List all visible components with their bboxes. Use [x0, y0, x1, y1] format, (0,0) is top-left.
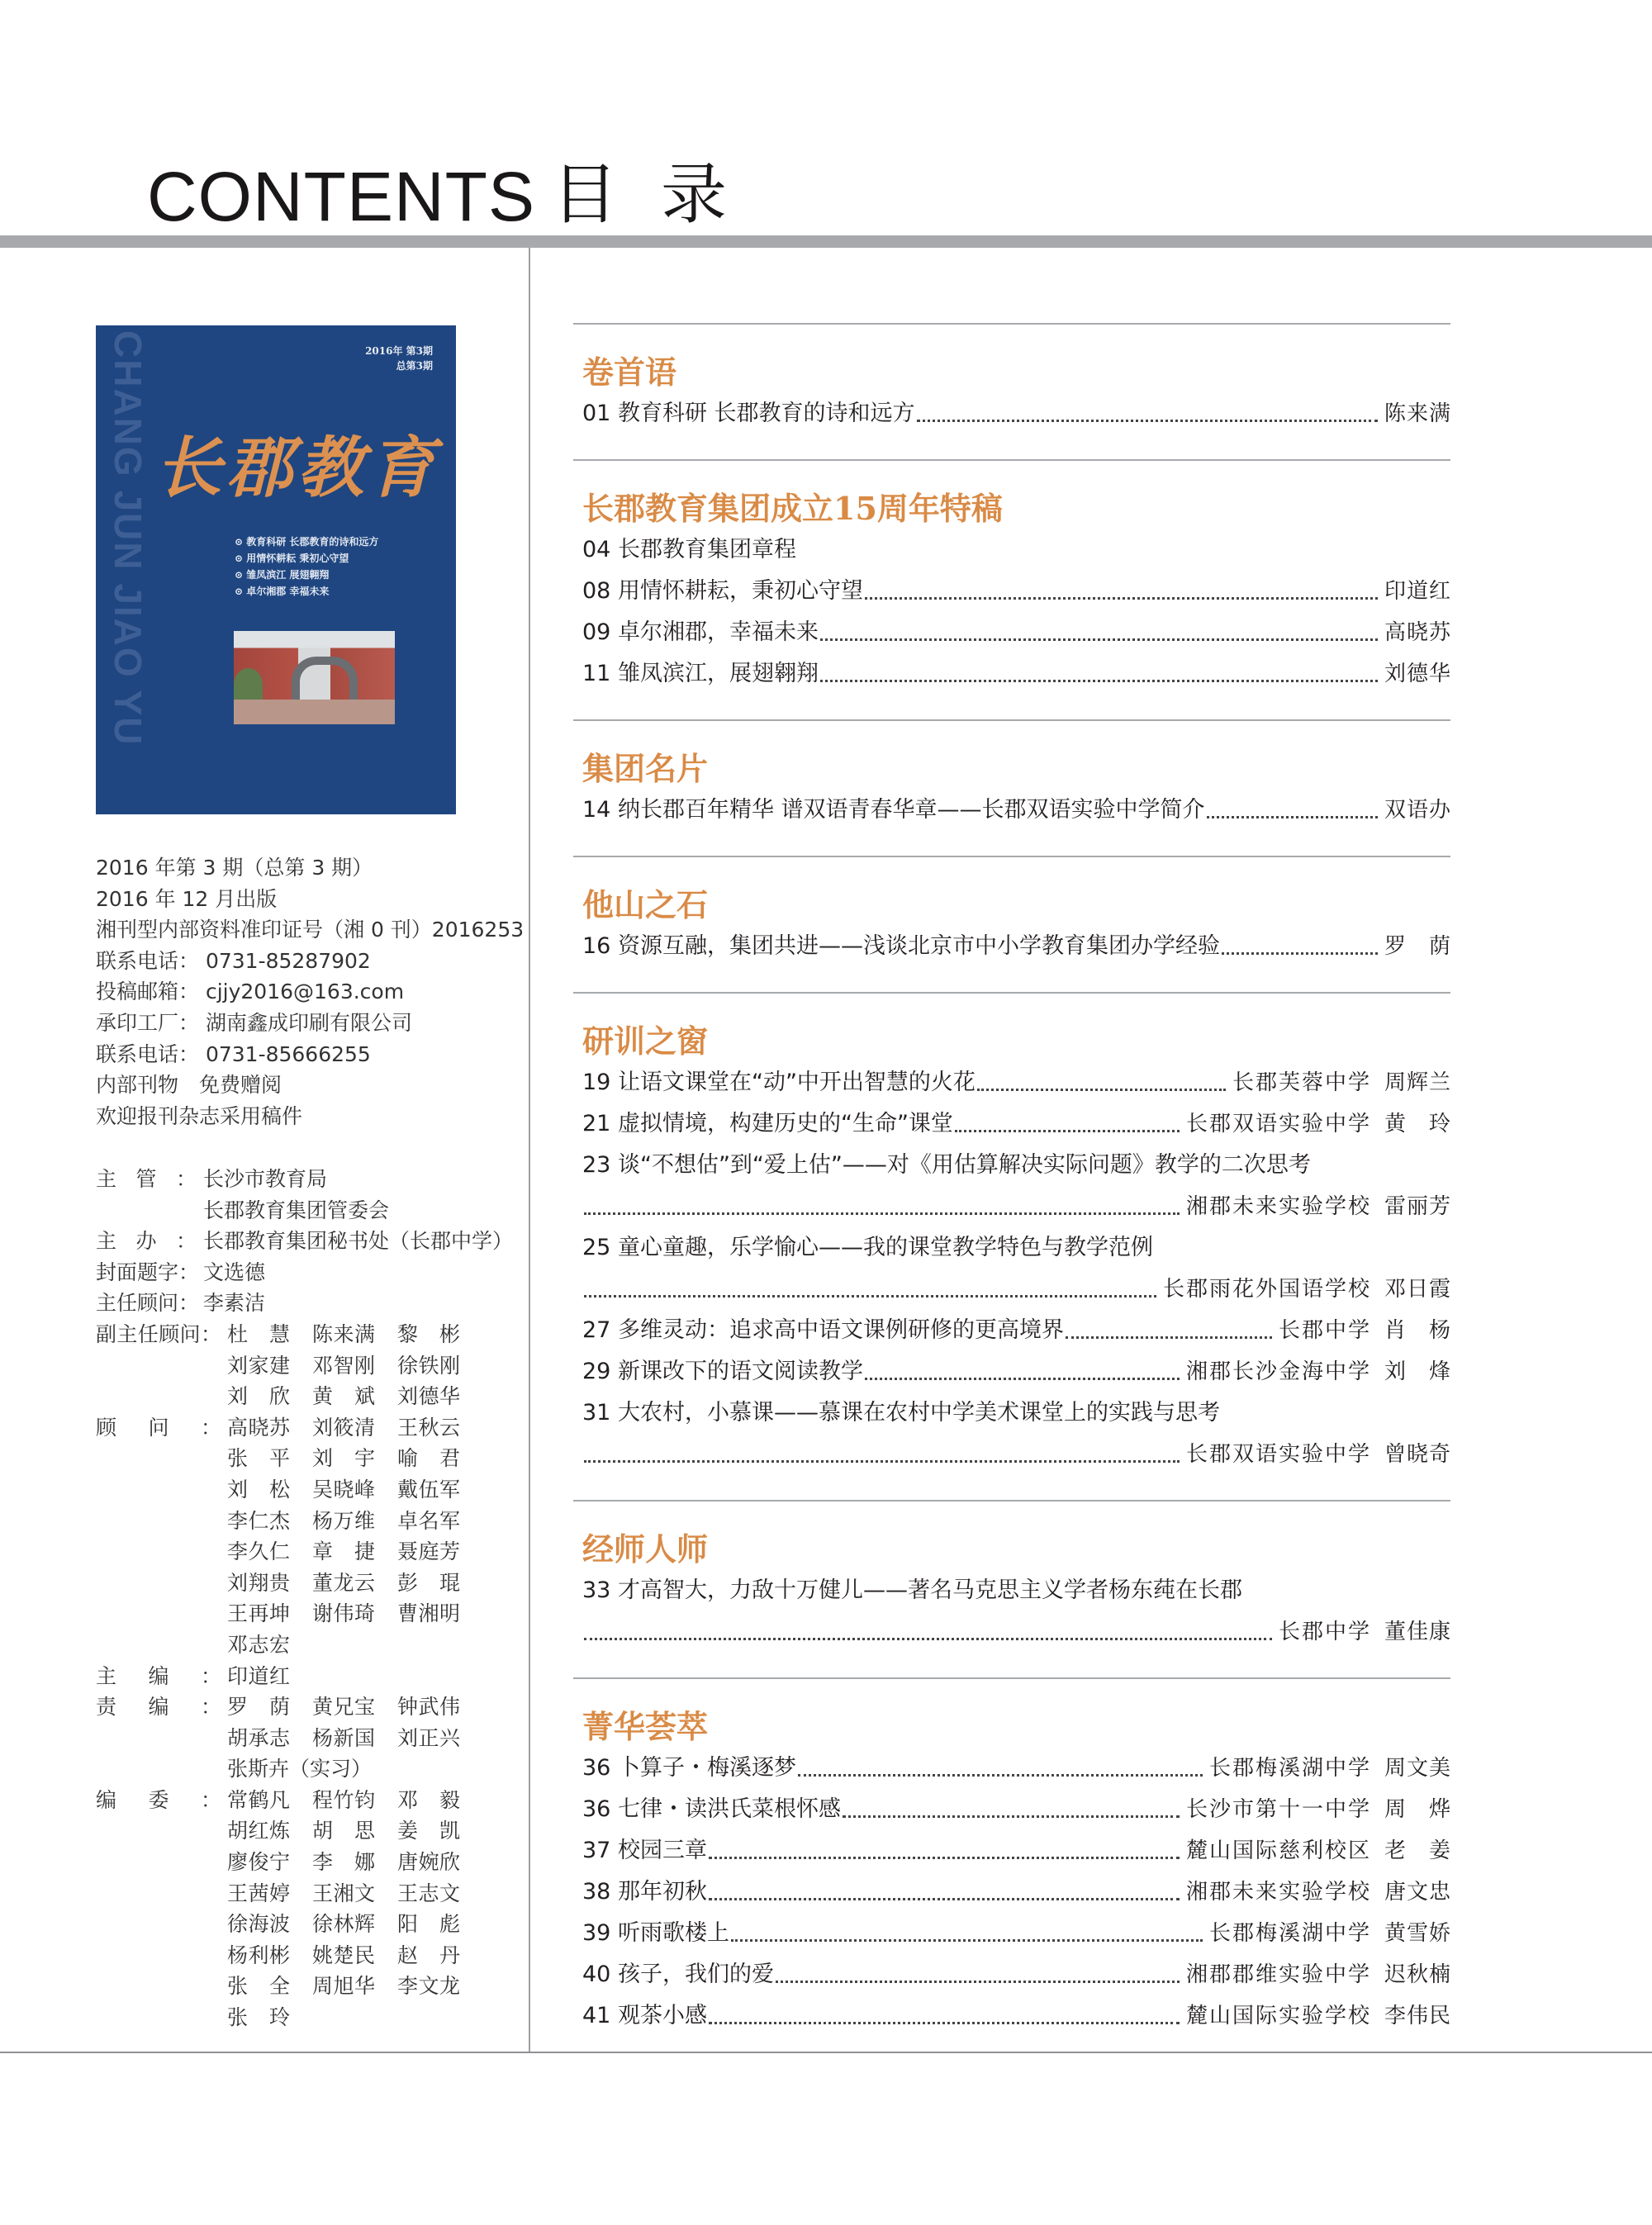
staff-row: [96, 1940, 513, 1971]
toc-entry[interactable]: [573, 1062, 1450, 1103]
leader-dots: [584, 1212, 1180, 1215]
staff-name: 李仁杰: [227, 1508, 290, 1533]
section-title: 集团名片: [582, 750, 709, 787]
staff-row: [96, 1971, 513, 2002]
staff-row: [96, 1288, 513, 1319]
entry-title-text: 教育科研 长郡教育的诗和远方: [617, 401, 915, 426]
staff-name: 胡红炼: [227, 1819, 290, 1843]
entry-affiliation: 长郡芙蓉中学: [1232, 1070, 1371, 1095]
toc-entry[interactable]: [573, 1227, 1450, 1269]
staff-name: 刘宇: [312, 1446, 375, 1471]
entry-title-text: 新课改下的语文阅读教学: [617, 1359, 863, 1384]
toc-section: [573, 323, 1450, 459]
staff-value: 长郡教育集团秘书处（长郡中学）: [203, 1229, 514, 1254]
toc-entry[interactable]: [573, 1830, 1450, 1872]
entry-page-number: 33: [582, 1577, 611, 1603]
staff-name: 王茜婷: [227, 1881, 290, 1905]
entry-title-text: 孩子，我们的爱: [617, 1962, 774, 1987]
leader-dots: [843, 1815, 1180, 1818]
entry-page-number: 08: [582, 578, 611, 604]
staff-name: 印道红: [227, 1663, 290, 1688]
toc-entry[interactable]: [573, 529, 1450, 571]
info-line: 2016 年 12 月出版: [96, 886, 278, 911]
toc-entry[interactable]: [573, 1789, 1450, 1830]
entry-affiliation: 长郡中学: [1278, 1620, 1371, 1644]
leader-dots: [584, 1460, 1180, 1463]
staff-name: 杨万维: [312, 1508, 375, 1533]
section-title: 卷首语: [582, 353, 677, 391]
info-line: 内部刊物 免费赠阅: [96, 1073, 282, 1098]
cover-bullets: [235, 534, 378, 600]
staff-row: [96, 1878, 513, 1910]
staff-row: [96, 1598, 513, 1630]
staff-name: 赵丹: [397, 1943, 460, 1967]
toc-entry[interactable]: [573, 393, 1450, 434]
staff-name: 徐林辉: [312, 1912, 375, 1937]
entry-title-text: 七律・读洪氏菜根怀感: [617, 1796, 841, 1822]
staff-name: 刘德华: [397, 1384, 460, 1409]
staff-name: 罗荫: [227, 1695, 290, 1720]
toc-entry[interactable]: [573, 1570, 1450, 1611]
entry-title[interactable]: [582, 393, 915, 434]
entry-affiliation: 长郡梅溪湖中学: [1208, 1921, 1371, 1946]
entry-page-number: 09: [582, 619, 611, 645]
leader-dots: [709, 1857, 1180, 1859]
toc-entry-continued[interactable]: [573, 1611, 1450, 1653]
leader-dots: [709, 1898, 1180, 1900]
entry-title-text: 资源互融，集团共进——浅谈北京市中小学教育集团办学经验: [617, 933, 1220, 959]
cover-issue-line: 总第3期: [396, 360, 433, 372]
staff-row: [96, 1474, 513, 1506]
table-of-contents: [573, 323, 1450, 2061]
staff-name: 喻君: [397, 1446, 460, 1471]
section-title: 经师人师: [582, 1530, 709, 1568]
staff-label: 主编：: [96, 1663, 221, 1688]
staff-row: [96, 1847, 513, 1878]
entry-title-text: 纳长郡百年精华 谱双语青春华章——长郡双语实验中学简介: [617, 797, 1205, 823]
entry-page-number: 40: [582, 1962, 611, 1987]
entry-page-number: 11: [582, 661, 611, 686]
entry-title[interactable]: [582, 1830, 707, 1872]
entry-page-number: 27: [582, 1317, 611, 1343]
entry-title[interactable]: [582, 1103, 953, 1145]
staff-row: [96, 1195, 513, 1226]
staff-row: [96, 1723, 513, 1754]
toc-entry[interactable]: [573, 926, 1450, 967]
entry-title[interactable]: [582, 1392, 1220, 1434]
staff-row: [96, 1630, 513, 1661]
staff-row: [96, 1661, 513, 1692]
staff-row: [96, 2002, 513, 2033]
entry-author: 刘烽: [1384, 1359, 1450, 1384]
staff-name: 王志文: [397, 1881, 460, 1905]
cover-bullet: ⊙ 教育科研 长郡教育的诗和远方: [235, 534, 378, 550]
staff-label: 责编：: [96, 1695, 221, 1720]
header-title-en: CONTENTS: [147, 158, 535, 235]
entry-author: 迟秋楠: [1384, 1962, 1450, 1987]
staff-row: [96, 1753, 513, 1785]
staff-name: 邓毅: [397, 1787, 460, 1812]
entry-title-text: 大农村，小慕课——慕课在农村中学美术课堂上的实践与思考: [617, 1400, 1220, 1426]
leader-dots: [776, 1981, 1180, 1983]
entry-title[interactable]: [582, 1995, 707, 2037]
entry-affiliation: 长沙市第十一中学: [1185, 1797, 1371, 1822]
entry-page-number: 36: [582, 1755, 611, 1781]
entry-page-number: 14: [582, 797, 611, 823]
leader-dots: [1207, 816, 1378, 818]
staff-name: 姚楚民: [312, 1943, 375, 1967]
staff-name: 张玲: [227, 2005, 290, 2030]
info-line: 湘刊型内部资料准印证号（湘 0 刊）2016253: [96, 918, 525, 942]
staff-name: 彭琨: [397, 1570, 460, 1595]
entry-title[interactable]: [582, 653, 819, 695]
staff-label: 主办：: [96, 1229, 197, 1254]
staff-name: 吴晓峰: [312, 1477, 375, 1502]
staff-name: 卓名军: [397, 1508, 460, 1533]
staff-name: 胡思: [312, 1819, 375, 1843]
staff-name: 徐海波: [227, 1912, 290, 1937]
staff-label: 顾问：: [96, 1415, 221, 1440]
staff-name: 廖俊宁: [227, 1850, 290, 1875]
photo-trees: [234, 668, 263, 701]
entry-title[interactable]: [582, 1872, 707, 1913]
toc-section: [573, 1500, 1450, 1677]
entry-author: 陈来满: [1384, 401, 1450, 426]
section-title: 长郡教育集团成立15周年特稿: [582, 490, 1003, 527]
staff-name: 常鹤凡: [227, 1787, 290, 1812]
staff-name: 戴伍军: [397, 1477, 460, 1502]
photo-arch: [292, 657, 358, 706]
info-line: 联系电话： 0731-85666255: [96, 1041, 371, 1066]
staff-name: 邓志宏: [227, 1632, 290, 1657]
staff-row: [96, 1815, 513, 1847]
staff-label: 编委：: [96, 1787, 221, 1812]
entry-title[interactable]: [582, 1310, 1064, 1351]
entry-title-text: 雏凤滨江，展翅翱翔: [617, 661, 819, 686]
staff-row: [96, 1536, 513, 1568]
entry-author: 董佳康: [1384, 1620, 1450, 1644]
info-line: 2016 年第 3 期（总第 3 期）: [96, 856, 373, 880]
toc-entry[interactable]: [573, 1748, 1450, 1789]
staff-name: 刘家建: [227, 1353, 290, 1378]
entry-title[interactable]: [582, 926, 1220, 967]
entry-author: 刘德华: [1384, 662, 1450, 686]
toc-section: [573, 459, 1450, 719]
staff-name: 杨利彬: [227, 1943, 290, 1967]
cover-photo: [234, 631, 395, 724]
editorial-staff: [96, 1164, 513, 2033]
leader-dots: [584, 1295, 1156, 1298]
entry-page-number: 36: [582, 1796, 611, 1822]
staff-value: 长郡教育集团管委会: [203, 1198, 390, 1222]
entry-affiliation: 长郡梅溪湖中学: [1208, 1756, 1371, 1781]
toc-entry[interactable]: [573, 1351, 1450, 1392]
staff-name: 杨新国: [312, 1725, 375, 1750]
entry-author: 肖杨: [1384, 1318, 1450, 1343]
staff-row: [96, 1164, 513, 1195]
entry-title-text: 听雨歌楼上: [617, 1920, 729, 1946]
entry-page-number: 04: [582, 537, 611, 562]
entry-title[interactable]: [582, 529, 796, 571]
entry-title-text: 观茶小感: [617, 2003, 707, 2028]
toc-entry-continued[interactable]: [573, 1269, 1450, 1310]
entry-author: 高晓苏: [1384, 620, 1450, 645]
staff-name: 阳彪: [397, 1912, 460, 1937]
staff-name: 高晓苏: [227, 1415, 290, 1440]
cover-issue-line: 2016年 第3期: [365, 345, 433, 357]
entry-title[interactable]: [582, 1570, 1242, 1611]
section-title: 他山之石: [582, 886, 709, 923]
toc-entry[interactable]: [573, 653, 1450, 695]
staff-row: [96, 1568, 513, 1599]
entry-title[interactable]: [582, 1913, 729, 1954]
leader-dots: [865, 1378, 1180, 1380]
cover-bullet: ⊙ 用情怀耕耘 秉初心守望: [235, 550, 378, 567]
staff-label: 封面题字：: [96, 1260, 200, 1284]
entry-author: 黄雪娇: [1384, 1921, 1450, 1946]
info-line: 投稿邮箱： cjjy2016@163.com: [96, 980, 405, 1004]
leader-dots: [820, 680, 1378, 682]
staff-label: 主管：: [96, 1167, 197, 1191]
entry-page-number: 16: [582, 933, 611, 959]
entry-title-text: 卜算子・梅溪逐梦: [617, 1755, 796, 1781]
leader-dots: [820, 638, 1378, 641]
staff-name: 谢伟琦: [312, 1601, 375, 1626]
staff-label: 副主任顾问：: [96, 1321, 221, 1346]
entry-page-number: 38: [582, 1879, 611, 1905]
staff-name: 刘正兴: [397, 1725, 460, 1750]
staff-name: 胡承志: [227, 1725, 290, 1750]
cover-title: 长郡教育: [155, 429, 439, 506]
leader-dots: [977, 1089, 1226, 1091]
entry-affiliation: 长郡雨花外国语学校: [1162, 1277, 1371, 1302]
info-line: 欢迎报刊杂志采用稿件: [96, 1103, 303, 1128]
staff-row: [96, 1257, 513, 1288]
entry-title[interactable]: [582, 1062, 976, 1103]
staff-name: 曹湘明: [397, 1601, 460, 1626]
staff-value: 长沙市教育局: [203, 1167, 328, 1191]
entry-author: 老姜: [1384, 1838, 1450, 1863]
cover-vertical-text: CHANG JUN JIAO YU: [107, 330, 150, 747]
entry-page-number: 21: [582, 1111, 611, 1136]
toc-entry[interactable]: [573, 1145, 1450, 1186]
staff-row: [96, 1909, 513, 1940]
entry-affiliation: 湘郡郡维实验中学: [1185, 1962, 1371, 1987]
leader-dots: [1066, 1336, 1272, 1339]
leader-dots: [955, 1130, 1180, 1132]
info-line: 联系电话： 0731-85287902: [96, 948, 371, 973]
staff-name: 黎彬: [397, 1321, 460, 1346]
entry-title[interactable]: [582, 1227, 1153, 1269]
toc-section: [573, 992, 1450, 1500]
cover-bullet: ⊙ 卓尔湘郡 幸福未来: [235, 583, 378, 600]
toc-entry[interactable]: [573, 1103, 1450, 1145]
staff-name: 王湘文: [312, 1881, 375, 1905]
staff-name: 姜凯: [397, 1819, 460, 1843]
section-title: 研训之窗: [582, 1022, 709, 1060]
staff-name: 刘翔贵: [227, 1570, 290, 1595]
entry-author: 唐文忠: [1384, 1880, 1450, 1905]
entry-title-text: 用情怀耕耘，秉初心守望: [617, 578, 863, 604]
entry-affiliation: 湘郡长沙金海中学: [1185, 1359, 1371, 1384]
staff-name: 王秋云: [397, 1415, 460, 1440]
staff-name: 王再坤: [227, 1601, 290, 1626]
staff-row: [96, 1319, 513, 1350]
entry-title-text: 校园三章: [617, 1838, 707, 1863]
toc-entry[interactable]: [573, 1913, 1450, 1954]
staff-name: 章捷: [312, 1539, 375, 1564]
publication-info: [96, 852, 524, 1131]
entry-author: 印道红: [1384, 579, 1450, 604]
entry-title[interactable]: [582, 1145, 1311, 1186]
leader-dots: [1222, 952, 1378, 955]
leader-dots: [865, 597, 1378, 600]
entry-page-number: 31: [582, 1400, 611, 1426]
cover-bullet: ⊙ 雏凤滨江 展翅翱翔: [235, 567, 378, 583]
toc-entry[interactable]: [573, 1392, 1450, 1434]
header-bar: [0, 235, 1652, 248]
entry-title-text: 才高智大，力敌十万健儿——著名马克思主义学者杨东莼在长郡: [617, 1577, 1242, 1603]
staff-name: 刘筱清: [312, 1415, 375, 1440]
entry-affiliation: 长郡双语实验中学: [1185, 1112, 1371, 1136]
entry-author: 罗荫: [1384, 934, 1450, 959]
entry-affiliation: 湘郡未来实验学校: [1185, 1880, 1371, 1905]
toc-section: [573, 719, 1450, 856]
toc-entry[interactable]: [573, 1954, 1450, 1995]
entry-title-text: 童心童趣，乐学愉心——我的课堂教学特色与教学范例: [617, 1235, 1153, 1260]
staff-name: 李文龙: [397, 1974, 460, 1999]
entry-title[interactable]: [582, 790, 1205, 831]
staff-name: 张全: [227, 1974, 290, 1999]
entry-affiliation: 麓山国际实验学校: [1185, 2004, 1371, 2028]
staff-name: 董龙云: [312, 1570, 375, 1595]
staff-name: 黄斌: [312, 1384, 375, 1409]
entry-author: 周辉兰: [1384, 1070, 1450, 1095]
entry-title-text: 多维灵动：追求高中语文课例研修的更高境界: [617, 1317, 1064, 1343]
staff-row: [96, 1412, 513, 1444]
staff-name: 杜慧: [227, 1321, 290, 1346]
staff-name: 李娜: [312, 1850, 375, 1875]
toc-entry[interactable]: [573, 1310, 1450, 1351]
toc-entry-continued[interactable]: [573, 1434, 1450, 1475]
entry-author: 曾晓奇: [1384, 1442, 1450, 1467]
entry-page-number: 01: [582, 401, 611, 426]
staff-name: 张平: [227, 1446, 290, 1471]
leader-dots: [709, 2022, 1180, 2024]
staff-row: [96, 1350, 513, 1382]
staff-name: 唐婉欣: [397, 1850, 460, 1875]
entry-page-number: 39: [582, 1920, 611, 1946]
magazine-cover: [96, 325, 456, 814]
staff-row: [96, 1226, 513, 1257]
staff-name: 钟武伟: [397, 1695, 460, 1720]
cover-issue: [365, 344, 433, 373]
entry-title-text: 谈“不想估”到“爱上估”——对《用估算解决实际问题》教学的二次思考: [617, 1152, 1311, 1178]
toc-entry[interactable]: [573, 571, 1450, 612]
entry-title-text: 卓尔湘郡，幸福未来: [617, 619, 819, 645]
staff-value: 文选德: [203, 1260, 266, 1284]
entry-page-number: 25: [582, 1235, 611, 1260]
staff-name: 徐铁刚: [397, 1353, 460, 1378]
staff-row: [96, 1443, 513, 1474]
leader-dots: [731, 1939, 1203, 1942]
staff-name: 邓智刚: [312, 1353, 375, 1378]
leader-dots: [917, 420, 1378, 422]
toc-entry[interactable]: [573, 612, 1450, 653]
staff-row: [96, 1381, 513, 1412]
toc-entry[interactable]: [573, 790, 1450, 831]
entry-author: 双语办: [1384, 798, 1450, 823]
entry-title[interactable]: [582, 612, 819, 653]
toc-section: [573, 856, 1450, 992]
leader-dots: [798, 1774, 1203, 1777]
staff-label: 主任顾问：: [96, 1291, 200, 1316]
entry-title[interactable]: [582, 1954, 774, 1995]
leader-dots: [584, 1638, 1272, 1640]
staff-name: 张斯卉（实习）: [227, 1757, 373, 1781]
toc-entry[interactable]: [573, 1995, 1450, 2037]
staff-name: 程竹钧: [312, 1787, 375, 1812]
entry-title-text: 让语文课堂在“动”中开出智慧的火花: [617, 1070, 976, 1095]
entry-title[interactable]: [582, 1351, 863, 1392]
staff-row: [96, 1506, 513, 1537]
entry-author: 周烨: [1384, 1797, 1450, 1822]
photo-ground: [234, 700, 395, 724]
info-line: 承印工厂： 湖南鑫成印刷有限公司: [96, 1010, 412, 1035]
entry-author: 周文美: [1384, 1756, 1450, 1781]
entry-affiliation: 长郡中学: [1278, 1318, 1371, 1343]
section-title: 菁华荟萃: [582, 1708, 709, 1745]
entry-page-number: 37: [582, 1838, 611, 1863]
entry-affiliation: 湘郡未来实验学校: [1185, 1194, 1371, 1219]
entry-title[interactable]: [582, 1789, 841, 1830]
staff-row: [96, 1691, 513, 1723]
entry-title-text: 虚拟情境，构建历史的“生命”课堂: [617, 1111, 953, 1136]
staff-name: 周旭华: [312, 1974, 375, 1999]
entry-author: 邓日霞: [1384, 1277, 1450, 1302]
staff-row: [96, 1785, 513, 1816]
entry-affiliation: 长郡双语实验中学: [1185, 1442, 1371, 1467]
toc-section: [573, 1677, 1450, 2061]
toc-entry[interactable]: [573, 1872, 1450, 1913]
entry-title-text: 那年初秋: [617, 1879, 707, 1905]
staff-value: 李素洁: [203, 1291, 266, 1316]
entry-page-number: 29: [582, 1359, 611, 1384]
entry-title[interactable]: [582, 571, 863, 612]
header-title-cn: 目录: [552, 156, 770, 233]
staff-name: 刘松: [227, 1477, 290, 1502]
staff-name: 刘欣: [227, 1384, 290, 1409]
entry-title[interactable]: [582, 1748, 796, 1789]
entry-affiliation: 麓山国际慈利校区: [1185, 1838, 1371, 1863]
staff-name: 陈来满: [312, 1321, 375, 1346]
entry-author: 黄玲: [1384, 1112, 1450, 1136]
entry-title-text: 长郡教育集团章程: [617, 537, 796, 562]
entry-page-number: 41: [582, 2003, 611, 2028]
entry-page-number: 19: [582, 1070, 611, 1095]
entry-author: 李伟民: [1384, 2004, 1450, 2028]
column-divider: [529, 248, 530, 2053]
staff-name: 李久仁: [227, 1539, 290, 1564]
entry-page-number: 23: [582, 1152, 611, 1178]
entry-author: 雷丽芳: [1384, 1194, 1450, 1219]
staff-name: 聂庭芳: [397, 1539, 460, 1564]
staff-name: 黄兄宝: [312, 1695, 375, 1720]
toc-entry-continued[interactable]: [573, 1186, 1450, 1227]
